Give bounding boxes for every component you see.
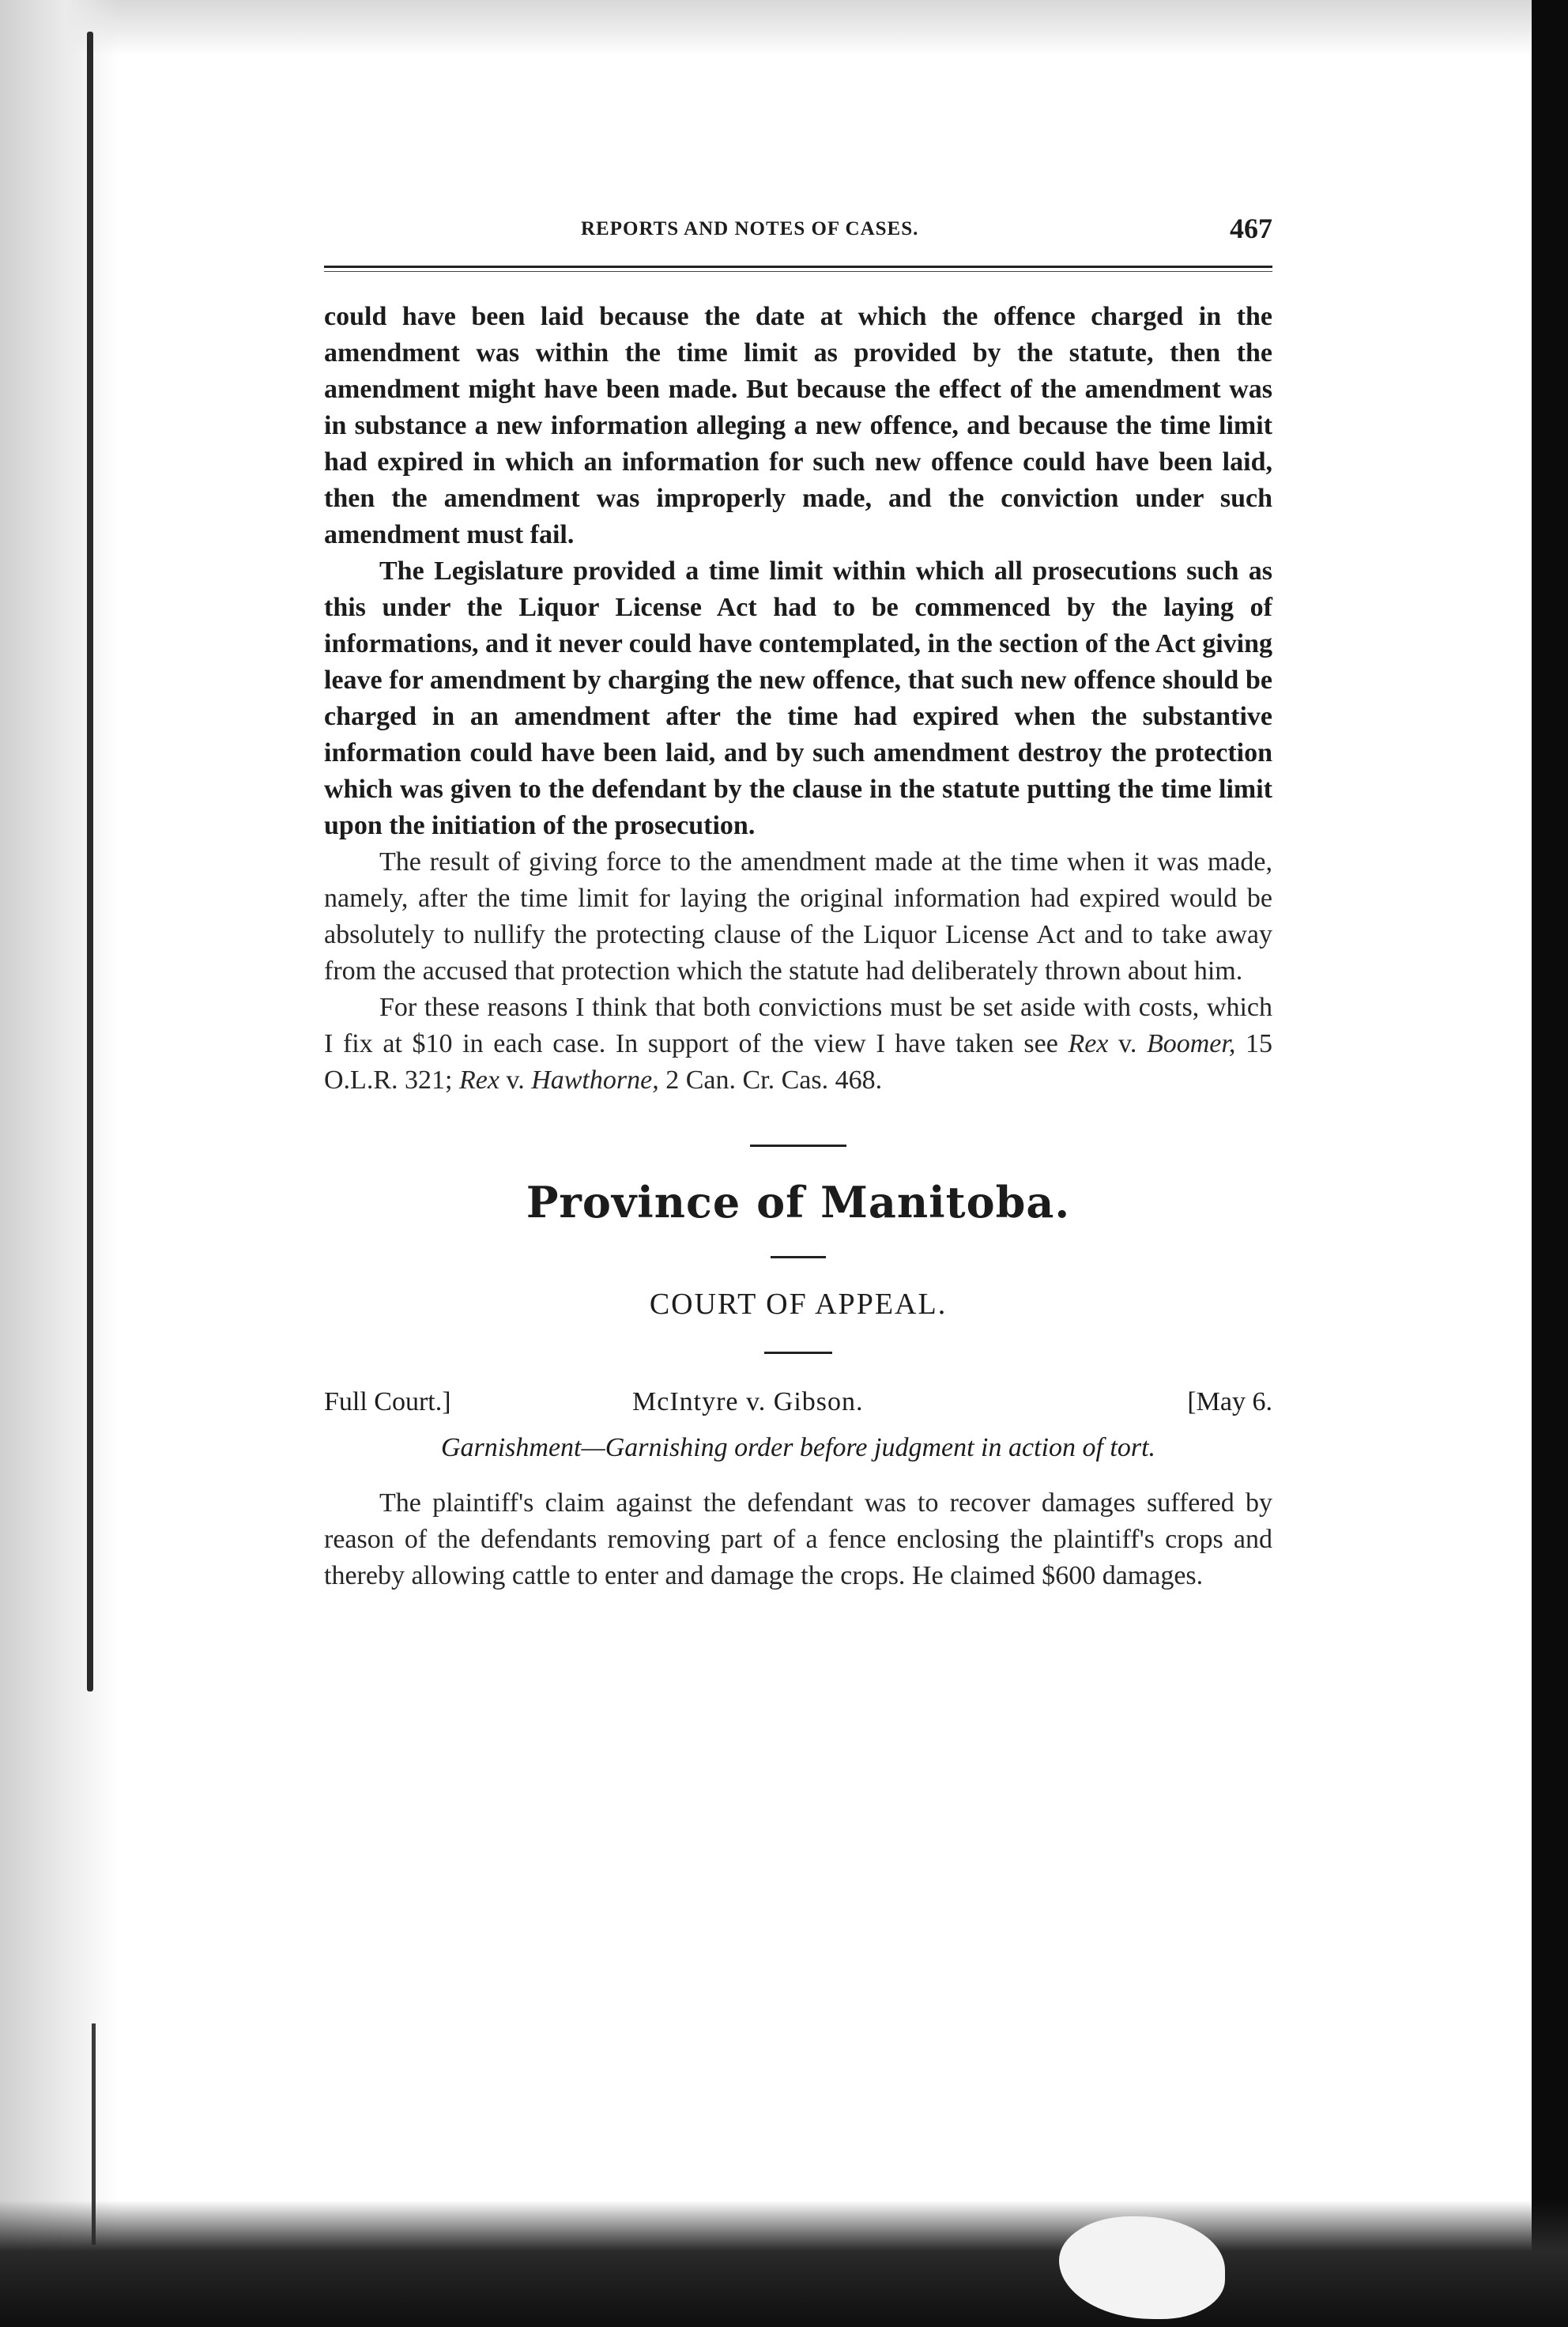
headnote: Garnishment—Garnishing order before judgment in action of tort. [440,1433,1156,1462]
case-caption [324,1384,1272,1420]
header-rule [324,266,1272,268]
case-name: Rex [1068,1029,1109,1058]
versus: v. [499,1065,532,1095]
case-court: Full Court.] [324,1387,451,1416]
section-divider [771,1256,826,1258]
binding-edge-line [87,32,93,1692]
citation: 2 Can. Cr. Cas. 468. [658,1065,883,1095]
citation: 15 O.L.R. 321; [324,1029,1273,1095]
versus: v. [1108,1029,1147,1058]
case-parties: McIntyre v. Gibson. [632,1387,864,1416]
case-date: [May 6. [1187,1387,1272,1416]
scan-shadow-top [0,0,1568,55]
scan-shadow-bottom [0,2201,1568,2327]
page-number: 467 [1230,213,1272,244]
paragraph-citations [324,990,1272,1099]
paragraph: The plaintiff's claim against the defendant was to recover damages suffered by reason of the defendants removing part of a fence enclosing the plaintiff's crops and thereby allowing cattle to enter and damage the crops. He claimed $600 damages. [324,1488,1272,1590]
court-heading: COURT OF APPEAL. [649,1288,948,1321]
running-head: REPORTS AND NOTES OF CASES. [581,218,919,239]
paragraph-continued: could have been laid because the date at which the offence charged in the amendment was within the time limit as provided by the statute, then the amendment might have been made. But because the effect of the amendment was in substance a new information alleging a new offence, and because the time limit had expired in which an information for such new offence could have been laid, then the amendment was improperly made, and the conviction under such amendment must fail. [324,302,1272,549]
page-body [324,299,1272,1594]
paragraph-text: For these reasons I think that both convictions must be set aside with costs, which I fix at $10 in each case. In support of the view I have taken see [324,993,1272,1058]
paragraph: The result of giving force to the amendment made at the time when it was made, namely, after the time limit for laying the original information had expired would be absolutely to nullify the protecting clause of the Liquor License Act and to take away from the accused that protection which the statute had deliberately thrown about him. [324,847,1272,986]
case-name: Boomer, [1146,1029,1236,1058]
province-heading: Province of Manitoba. [526,1177,1071,1228]
case-name: Hawthorne, [531,1065,659,1095]
header-rule-thin [324,271,1272,272]
case-name: Rex [458,1065,499,1095]
scan-shadow-right [1532,0,1568,2327]
paragraph: The Legislature provided a time limit within which all prosecutions such as this under the Liquor License Act had to be commenced by the laying of informations, and it never could have contemplated, in the section of the Act giving leave for amendment by charging the new offence, that such new offence should be charged in an amendment after the time had expired when the substantive information could have been laid, and by such amendment destroy the protection which was given to the defendant by the clause in the statute putting the time limit upon the initiation of the prosecution. [324,556,1272,840]
scan-shadow-left [0,0,119,2327]
section-divider [764,1352,832,1354]
section-divider [750,1145,846,1147]
page-header [324,212,1272,251]
